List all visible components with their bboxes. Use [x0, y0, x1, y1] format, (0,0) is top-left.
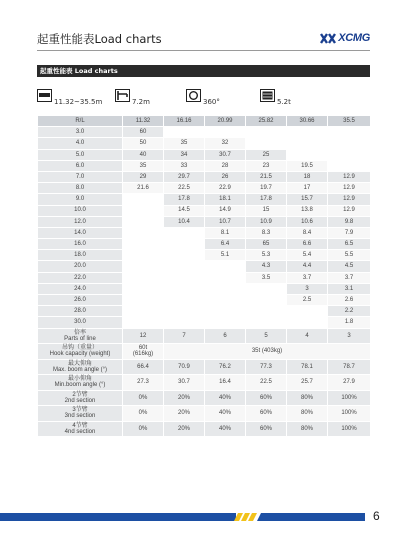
row-label-cn: 吊钩（重量） — [61, 345, 98, 352]
load-value-cell: 8.4 — [287, 227, 328, 238]
load-value-cell — [123, 216, 164, 227]
load-value-cell: 6.4 — [205, 239, 246, 250]
row-label — [38, 390, 123, 406]
load-value-cell — [287, 306, 328, 317]
section-title-bar: 起重性能表 Load charts — [37, 65, 370, 77]
section-extension-cell: 60% — [246, 406, 287, 422]
radius-cell: 7.0 — [38, 171, 123, 182]
load-value-cell — [123, 317, 164, 328]
load-value-cell — [246, 127, 287, 138]
load-value-cell: 3.1 — [328, 283, 371, 294]
row-label-en: Parts of line — [64, 335, 96, 342]
load-value-cell — [123, 283, 164, 294]
table-body — [38, 127, 371, 437]
load-value-cell: 22.9 — [205, 183, 246, 194]
load-value-cell: 18 — [287, 171, 328, 182]
table-row — [38, 283, 371, 294]
section-extension-cell: 80% — [287, 390, 328, 406]
spec-boom-length — [37, 89, 117, 109]
load-value-cell: 65 — [246, 239, 287, 250]
table-header-cell: 11.32 — [123, 116, 164, 127]
load-value-cell: 6.5 — [328, 239, 371, 250]
row-label-cn: 倍率 — [73, 329, 86, 336]
row-label-en: Hook capacity (weight) — [49, 351, 111, 358]
table-row — [38, 390, 371, 406]
load-value-cell: 34 — [164, 149, 205, 160]
section-extension-cell: 100% — [328, 421, 371, 437]
load-value-cell: 10.6 — [287, 216, 328, 227]
section-extension-cell: 60% — [246, 421, 287, 437]
load-value-cell: 14.9 — [205, 205, 246, 216]
section-extension-cell: 100% — [328, 406, 371, 422]
load-value-cell: 25 — [246, 149, 287, 160]
table-row — [38, 250, 371, 261]
load-value-cell: 10.9 — [246, 216, 287, 227]
load-value-cell: 17.8 — [246, 194, 287, 205]
load-value-cell: 14.5 — [164, 205, 205, 216]
spec-slewing-value: 360° — [203, 98, 220, 106]
load-value-cell: 19.5 — [287, 160, 328, 171]
spec-counterweight — [260, 89, 330, 109]
load-value-cell: 8.3 — [246, 227, 287, 238]
max-angle-cell: 78.7 — [328, 359, 371, 375]
load-value-cell: 6.6 — [287, 239, 328, 250]
xcmg-logo-text: XCMG — [338, 32, 370, 44]
parts-of-line-cell: 6 — [205, 328, 246, 344]
load-value-cell — [205, 306, 246, 317]
load-value-cell — [328, 127, 371, 138]
radius-cell: 8.0 — [38, 183, 123, 194]
parts-of-line-cell: 5 — [246, 328, 287, 344]
table-row — [38, 317, 371, 328]
section-extension-cell: 20% — [164, 421, 205, 437]
parts-of-line-cell: 12 — [123, 328, 164, 344]
load-value-cell — [205, 295, 246, 306]
boom-length-icon — [37, 89, 52, 102]
radius-cell: 6.0 — [38, 160, 123, 171]
load-value-cell: 32 — [205, 138, 246, 149]
section-extension-cell: 80% — [287, 406, 328, 422]
load-value-cell — [328, 138, 371, 149]
row-label — [38, 406, 123, 422]
page-title: 起重性能表Load charts — [37, 32, 162, 46]
counterweight-icon — [260, 89, 275, 102]
table-row — [38, 328, 371, 344]
load-value-cell — [164, 295, 205, 306]
load-value-cell — [246, 306, 287, 317]
load-value-cell — [287, 138, 328, 149]
load-value-cell: 5.5 — [328, 250, 371, 261]
load-value-cell: 4.4 — [287, 261, 328, 272]
table-row — [38, 406, 371, 422]
table-row — [38, 306, 371, 317]
row-label-cn: 4节臂 — [72, 422, 88, 429]
spec-outrigger — [115, 89, 185, 109]
radius-cell: 28.0 — [38, 306, 123, 317]
load-value-cell — [164, 272, 205, 283]
load-value-cell: 29.7 — [164, 171, 205, 182]
load-value-cell: 28 — [205, 160, 246, 171]
table-row — [38, 205, 371, 216]
footer-stripe — [0, 513, 400, 521]
section-extension-cell: 80% — [287, 421, 328, 437]
hook-capacity-cell — [123, 344, 164, 360]
load-value-cell: 1.8 — [328, 317, 371, 328]
radius-cell: 4.0 — [38, 138, 123, 149]
load-value-cell — [164, 317, 205, 328]
load-value-cell: 40 — [123, 149, 164, 160]
outrigger-span-icon — [115, 89, 130, 102]
radius-cell: 30.0 — [38, 317, 123, 328]
section-extension-cell: 20% — [164, 390, 205, 406]
load-value-cell: 10.7 — [205, 216, 246, 227]
parts-of-line-cell: 7 — [164, 328, 205, 344]
row-label — [38, 344, 123, 360]
load-value-cell — [205, 127, 246, 138]
row-label — [38, 375, 123, 391]
load-value-cell: 3.7 — [328, 272, 371, 283]
max-angle-cell: 76.2 — [205, 359, 246, 375]
row-label-en: Max. boom angle (°) — [52, 366, 108, 373]
xcmg-logo — [320, 32, 370, 44]
table-header-cell: 30.66 — [287, 116, 328, 127]
load-value-cell: 5.4 — [287, 250, 328, 261]
load-value-cell — [123, 306, 164, 317]
slewing-360-icon — [186, 89, 201, 102]
load-value-cell: 22.5 — [164, 183, 205, 194]
load-value-cell — [123, 239, 164, 250]
table-row — [38, 149, 371, 160]
load-chart-table — [37, 115, 371, 437]
row-label — [38, 421, 123, 437]
load-value-cell: 21.6 — [123, 183, 164, 194]
load-value-cell: 35 — [164, 138, 205, 149]
spec-outrigger-value: 7.2m — [132, 98, 150, 106]
load-value-cell — [164, 306, 205, 317]
hook-capacity-line2: (616kg) — [132, 351, 154, 358]
load-value-cell: 17 — [287, 183, 328, 194]
table-row — [38, 239, 371, 250]
load-value-cell: 5.1 — [205, 250, 246, 261]
load-value-cell: 50 — [123, 138, 164, 149]
radius-cell: 18.0 — [38, 250, 123, 261]
max-angle-cell: 78.1 — [287, 359, 328, 375]
min-angle-cell: 25.7 — [287, 375, 328, 391]
min-angle-cell: 22.5 — [246, 375, 287, 391]
load-value-cell — [287, 317, 328, 328]
table-row — [38, 227, 371, 238]
row-label-en: 2nd section — [64, 397, 96, 404]
load-value-cell — [246, 295, 287, 306]
load-value-cell: 10.4 — [164, 216, 205, 227]
spec-row — [37, 89, 370, 109]
load-value-cell: 5.3 — [246, 250, 287, 261]
load-value-cell: 2.5 — [287, 295, 328, 306]
table-row — [38, 359, 371, 375]
row-label-en: Min.boom angle (°) — [54, 382, 106, 389]
load-value-cell — [287, 127, 328, 138]
load-value-cell — [123, 272, 164, 283]
load-value-cell: 3.5 — [246, 272, 287, 283]
section-extension-cell: 0% — [123, 390, 164, 406]
load-value-cell — [205, 317, 246, 328]
load-value-cell — [246, 138, 287, 149]
radius-cell: 24.0 — [38, 283, 123, 294]
parts-of-line-cell: 3 — [328, 328, 371, 344]
spec-boom-length-value: 11.32~35.5m — [54, 98, 103, 106]
min-angle-cell: 30.7 — [164, 375, 205, 391]
load-value-cell — [164, 127, 205, 138]
load-value-cell — [123, 227, 164, 238]
max-angle-cell: 66.4 — [123, 359, 164, 375]
table-header-cell: 16.16 — [164, 116, 205, 127]
load-value-cell — [164, 239, 205, 250]
page-header — [37, 26, 370, 50]
radius-cell: 26.0 — [38, 295, 123, 306]
load-value-cell: 12.9 — [328, 171, 371, 182]
row-label — [38, 328, 123, 344]
table-row — [38, 375, 371, 391]
table-header-rl: R/L — [38, 116, 123, 127]
table-row — [38, 194, 371, 205]
load-value-cell: 15.7 — [287, 194, 328, 205]
load-value-cell — [164, 250, 205, 261]
radius-cell: 10.0 — [38, 205, 123, 216]
row-label — [38, 359, 123, 375]
table-row — [38, 171, 371, 182]
load-value-cell: 4.3 — [246, 261, 287, 272]
load-value-cell — [164, 227, 205, 238]
table-header-row — [38, 116, 371, 127]
table-row — [38, 216, 371, 227]
row-label-en: 4nd section — [64, 428, 96, 435]
table-row — [38, 272, 371, 283]
table-row — [38, 344, 371, 360]
load-value-cell: 9.8 — [328, 216, 371, 227]
min-angle-cell: 16.4 — [205, 375, 246, 391]
load-value-cell — [123, 261, 164, 272]
section-extension-cell: 20% — [164, 406, 205, 422]
radius-cell: 20.0 — [38, 261, 123, 272]
load-value-cell: 30.7 — [205, 149, 246, 160]
radius-cell: 12.0 — [38, 216, 123, 227]
load-value-cell — [123, 295, 164, 306]
section-extension-cell: 40% — [205, 406, 246, 422]
load-value-cell: 12.9 — [328, 194, 371, 205]
table-row — [38, 127, 371, 138]
load-value-cell: 23 — [246, 160, 287, 171]
load-value-cell: 8.1 — [205, 227, 246, 238]
radius-cell: 3.0 — [38, 127, 123, 138]
load-value-cell: 3.7 — [287, 272, 328, 283]
spec-slewing — [186, 89, 256, 109]
parts-of-line-cell: 4 — [287, 328, 328, 344]
load-value-cell: 33 — [164, 160, 205, 171]
row-label-cn: 最小仰角 — [67, 376, 92, 383]
load-value-cell: 29 — [123, 171, 164, 182]
load-value-cell — [123, 250, 164, 261]
radius-cell: 5.0 — [38, 149, 123, 160]
min-angle-cell: 27.3 — [123, 375, 164, 391]
radius-cell: 14.0 — [38, 227, 123, 238]
radius-cell: 22.0 — [38, 272, 123, 283]
load-value-cell: 12.9 — [328, 205, 371, 216]
table-row — [38, 421, 371, 437]
load-value-cell — [287, 149, 328, 160]
hook-capacity-rest-cell: 35t (403kg) — [164, 344, 371, 360]
section-extension-cell: 40% — [205, 390, 246, 406]
load-value-cell — [328, 160, 371, 171]
row-label-en: 3nd section — [64, 413, 96, 420]
load-value-cell — [123, 194, 164, 205]
table-header-cell: 25.82 — [246, 116, 287, 127]
load-value-cell: 17.8 — [164, 194, 205, 205]
header-divider — [37, 50, 370, 51]
table-header-cell: 35.5 — [328, 116, 371, 127]
section-extension-cell: 0% — [123, 406, 164, 422]
load-value-cell — [246, 317, 287, 328]
load-value-cell: 60 — [123, 127, 164, 138]
section-extension-cell: 0% — [123, 421, 164, 437]
table-row — [38, 138, 371, 149]
load-value-cell: 13.8 — [287, 205, 328, 216]
load-value-cell: 2.6 — [328, 295, 371, 306]
spec-counterweight-value: 5.2t — [277, 98, 291, 106]
load-value-cell — [205, 261, 246, 272]
section-extension-cell: 40% — [205, 421, 246, 437]
load-value-cell — [205, 272, 246, 283]
load-value-cell: 4.5 — [328, 261, 371, 272]
section-extension-cell: 100% — [328, 390, 371, 406]
load-value-cell: 2.2 — [328, 306, 371, 317]
max-angle-cell: 70.9 — [164, 359, 205, 375]
section-extension-cell: 60% — [246, 390, 287, 406]
load-value-cell: 15 — [246, 205, 287, 216]
table-row — [38, 295, 371, 306]
table-header-cell: 20.99 — [205, 116, 246, 127]
load-value-cell — [328, 149, 371, 160]
load-value-cell: 7.9 — [328, 227, 371, 238]
table-row — [38, 183, 371, 194]
load-value-cell: 21.5 — [246, 171, 287, 182]
load-value-cell: 26 — [205, 171, 246, 182]
load-value-cell: 3 — [287, 283, 328, 294]
load-value-cell — [123, 205, 164, 216]
page-number: 6 — [373, 509, 380, 523]
load-value-cell — [164, 283, 205, 294]
load-value-cell — [246, 283, 287, 294]
load-value-cell: 18.1 — [205, 194, 246, 205]
xcmg-logo-icon — [320, 33, 336, 44]
table-row — [38, 160, 371, 171]
load-value-cell — [205, 283, 246, 294]
max-angle-cell: 77.3 — [246, 359, 287, 375]
radius-cell: 9.0 — [38, 194, 123, 205]
row-label-cn: 最大仰角 — [67, 360, 92, 367]
hook-capacity-line1: 60t — [138, 345, 148, 352]
min-angle-cell: 27.9 — [328, 375, 371, 391]
load-value-cell: 35 — [123, 160, 164, 171]
row-label-cn: 2节臂 — [72, 391, 88, 398]
load-value-cell: 12.9 — [328, 183, 371, 194]
load-value-cell: 19.7 — [246, 183, 287, 194]
table-row — [38, 261, 371, 272]
row-label-cn: 3节臂 — [72, 407, 88, 414]
load-value-cell — [164, 261, 205, 272]
radius-cell: 16.0 — [38, 239, 123, 250]
